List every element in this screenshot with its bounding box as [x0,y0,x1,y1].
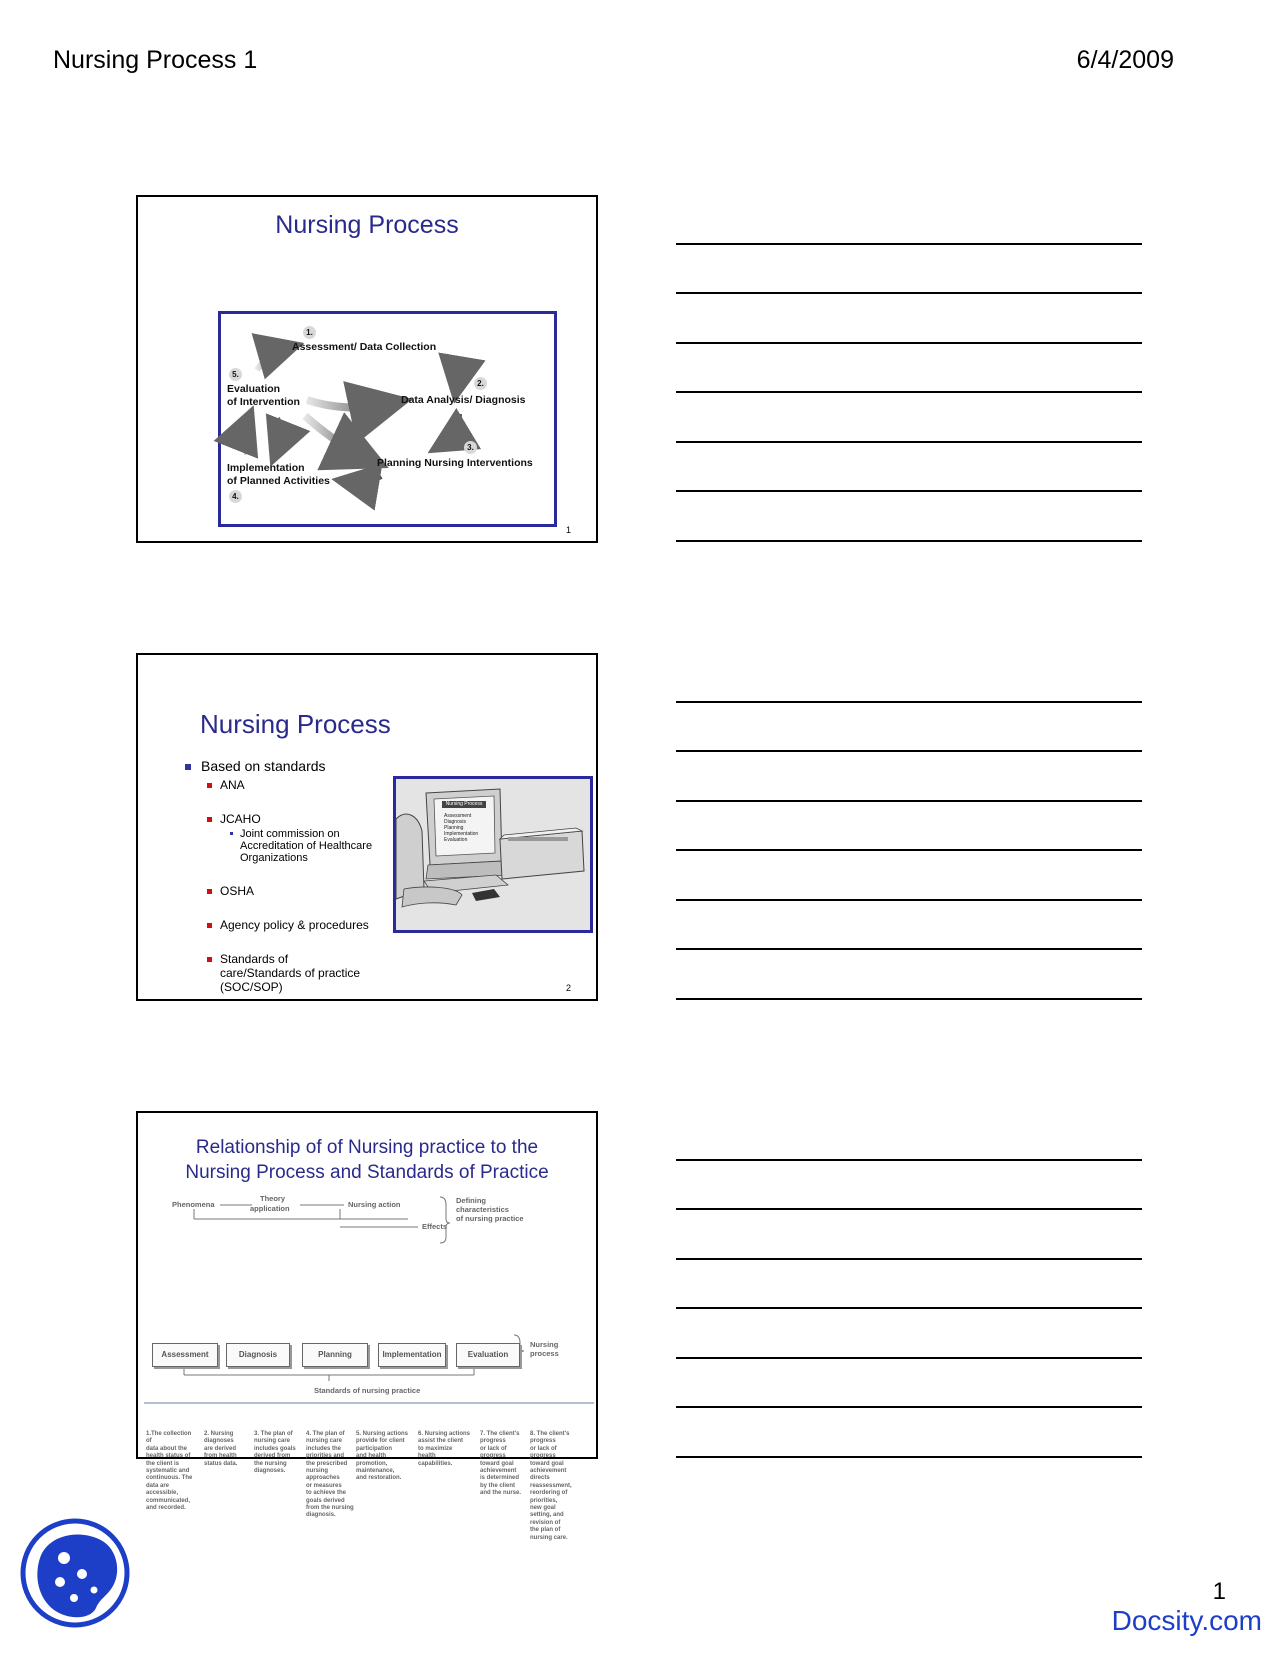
docsity-logo-icon [20,1518,130,1628]
standard-line: continuous. The [146,1475,193,1482]
standard-line: data are [146,1482,170,1489]
document-date: 6/4/2009 [1076,46,1174,74]
item-osha: OSHA [220,884,255,898]
standard-line: are derived [204,1445,237,1452]
standard-line: 4. The plan of [306,1431,345,1437]
screen-line: Evaluation [444,837,468,843]
standard-line: priorities and [306,1453,345,1460]
step-5-label-line2: of Intervention [227,396,300,408]
screen-line: Implementation [444,831,479,837]
item-standards-line1: Standards of [220,952,289,966]
nurse-computer-illustration [393,776,593,933]
note-line [676,800,1142,802]
note-line [676,292,1142,294]
step-5-number: 5. [229,368,242,381]
standard-line: includes goals [254,1445,296,1452]
standard-4 [306,1431,358,1520]
slide-title: Nursing Process [200,709,391,739]
step-2-label: Data Analysis/ Diagnosis [401,394,526,406]
label-defining-1: Defining [456,1196,486,1205]
page-number: 1 [1212,1578,1226,1605]
standard-line: diagnosis. [306,1512,336,1519]
screen-menu [444,813,478,843]
standard-line: nursing care. [530,1534,568,1541]
standard-line: accessible, [146,1490,179,1497]
standard-line: 7. The client's [480,1431,520,1437]
note-line [676,1357,1142,1359]
label-nursing-process-2: process [530,1349,559,1358]
standard-line: systematic and [146,1468,190,1475]
step-1-label: Assessment/ Data Collection [292,341,437,353]
standard-line: communicated, [146,1497,191,1504]
standard-line: 2. Nursing [204,1431,234,1437]
step-3-number: 3. [464,441,477,454]
screen-line: Diagnosis [444,819,466,825]
standard-line: new goal [530,1505,556,1512]
standard-line: to achieve the [306,1490,347,1497]
note-line [676,490,1142,492]
bullet-based-on-standards: Based on standards [201,758,326,774]
slide-title [138,1135,596,1185]
standard-line: by the client [480,1482,516,1489]
standard-line: directs [530,1475,550,1482]
slide-2 [136,653,598,1001]
standard-line: 5. Nursing actions [356,1431,409,1437]
label-effects: Effects [422,1222,448,1231]
standard-line: the plan of [530,1527,561,1534]
item-ana: ANA [220,778,245,792]
standard-line: provide for client [356,1438,405,1445]
standard-line: revision of [530,1519,561,1526]
standard-line: maintenance, [356,1468,395,1475]
step-4-label-line2: of Planned Activities [227,475,330,487]
computer-illustration [396,779,590,930]
standard-line: and restoration. [356,1475,402,1482]
standard-5 [356,1431,408,1483]
standard-line: 3. The plan of [254,1431,293,1437]
standard-line: status data. [204,1460,238,1467]
slide-title-line1: Relationship of of Nursing practice to the [195,1137,539,1158]
standard-line: toward goal [480,1460,514,1467]
relationship-connectors [144,1195,594,1457]
note-line [676,243,1142,245]
screen-line: Assessment [444,813,472,819]
screen-header: Nursing Process [445,801,483,807]
standard-line: progress [480,1438,506,1445]
slide-title: Nursing Process [275,211,459,239]
standard-line: progress [530,1453,556,1460]
note-line [676,391,1142,393]
label-nursing-process-1: Nursing [530,1340,559,1349]
note-line [676,540,1142,542]
standard-line: nursing care [254,1438,291,1445]
item-standards-line3: (SOC/SOP) [220,980,283,994]
document-title: Nursing Process 1 [53,46,258,74]
standard-7 [480,1431,532,1498]
standard-line: diagnoses. [254,1468,286,1475]
step-5-label-line1: Evaluation [227,383,281,395]
step-3-label: Planning Nursing Interventions [377,457,533,469]
label-nursing-action: Nursing action [348,1200,401,1209]
standard-line: the prescribed [306,1460,348,1467]
note-line [676,750,1142,752]
standard-line: health [418,1453,436,1460]
label-defining-2: characteristics [456,1205,509,1214]
process-step-diagnosis: Diagnosis [226,1343,290,1367]
step-1-number: 1. [303,326,316,339]
label-standards: Standards of nursing practice [314,1386,421,1395]
item-jcaho-sub-line1: Joint commission on [240,828,340,840]
standard-line: goals derived [306,1497,345,1504]
standard-2 [204,1431,256,1468]
standard-line: includes the [306,1445,342,1452]
standard-line: progress [530,1438,556,1445]
standard-8 [530,1431,582,1542]
standard-line: participation [356,1445,393,1452]
note-line [676,701,1142,703]
standard-line: nursing [306,1468,328,1475]
slide-title-line2: Nursing Process and Standards of Practice [185,1162,549,1183]
note-line [676,948,1142,950]
note-line [676,1307,1142,1309]
standard-line: 8. The client's [530,1431,570,1437]
process-step-implementation: Implementation [378,1343,446,1367]
standard-line: approaches [306,1475,340,1482]
note-line [676,998,1142,1000]
standard-line: priorities, [530,1497,558,1504]
item-jcaho-sub-line3: Organizations [240,852,308,864]
standard-line: assist the client [418,1438,464,1445]
label-theory-2: application [250,1204,290,1213]
slide-3 [136,1111,598,1541]
item-agency-policy: Agency policy & procedures [220,918,369,932]
label-theory-1: Theory [260,1194,286,1203]
step-4-number: 4. [229,490,242,503]
item-standards-line2: care/Standards of practice [220,966,361,980]
note-line [676,1159,1142,1161]
standard-line: progress [480,1453,506,1460]
note-line [676,899,1142,901]
standard-3 [254,1431,306,1475]
docsity-brand-link[interactable] [1112,1605,1262,1637]
note-line [676,441,1142,443]
standard-line: health status of [146,1453,191,1460]
slide-number: 1 [565,525,571,535]
process-step-evaluation: Evaluation [456,1343,520,1367]
standard-line: the nursing [254,1460,287,1467]
standard-line: achievement [480,1468,517,1475]
standard-line: reassessment, [530,1482,572,1489]
standard-line: setting, and [530,1512,564,1519]
process-step-planning: Planning [302,1343,368,1367]
process-step-assessment: Assessment [152,1343,218,1367]
relationship-diagram [144,1194,594,1541]
step-4-label-line1: Implementation [227,462,305,474]
screen-line: Planning [444,825,464,831]
slide-number: 2 [565,983,571,993]
label-phenomena: Phenomena [172,1200,215,1209]
standard-line: from the nursing [306,1505,354,1512]
standard-line: data about the [146,1445,188,1452]
note-line [676,342,1142,344]
standard-line: promotion, [356,1460,388,1467]
standard-line: and the nurse. [480,1490,522,1497]
standard-6 [418,1431,470,1468]
standard-line: reordering of [530,1490,568,1497]
standard-line: toward goal [530,1460,564,1467]
standard-line: 1.The collection of [146,1431,192,1445]
note-line [676,1456,1142,1458]
note-line [676,1258,1142,1260]
standard-line: or lack of [530,1445,557,1452]
standard-line: the client is [146,1460,180,1467]
standard-line: derived from [254,1453,291,1460]
standard-1 [146,1431,198,1512]
standard-line: nursing care [306,1438,343,1445]
step-2-number: 2. [474,377,487,390]
standard-line: diagnoses [204,1438,234,1445]
note-line [676,1208,1142,1210]
brand-name: Docsity [1111,1605,1202,1636]
slide-1 [136,195,598,543]
item-jcaho: JCAHO [220,812,261,826]
nursing-process-cycle-diagram [218,311,557,527]
standard-line: achievement [530,1468,567,1475]
note-line [676,849,1142,851]
standard-line: 6. Nursing actions [418,1431,471,1437]
standard-line: or lack of [480,1445,507,1452]
standard-line: capabilities. [418,1460,453,1467]
item-jcaho-sub-line2: Accreditation of Healthcare [240,840,373,852]
standard-line: from health [204,1453,237,1460]
standard-line: and recorded. [146,1505,186,1512]
standard-line: to maximize [418,1445,453,1452]
label-defining-3: of nursing practice [456,1214,524,1223]
brand-suffix: .com [1201,1605,1262,1636]
standard-line: or measures [306,1482,342,1489]
standard-line: and health [356,1453,387,1460]
standard-line: is determined [480,1475,520,1482]
note-line [676,1406,1142,1408]
